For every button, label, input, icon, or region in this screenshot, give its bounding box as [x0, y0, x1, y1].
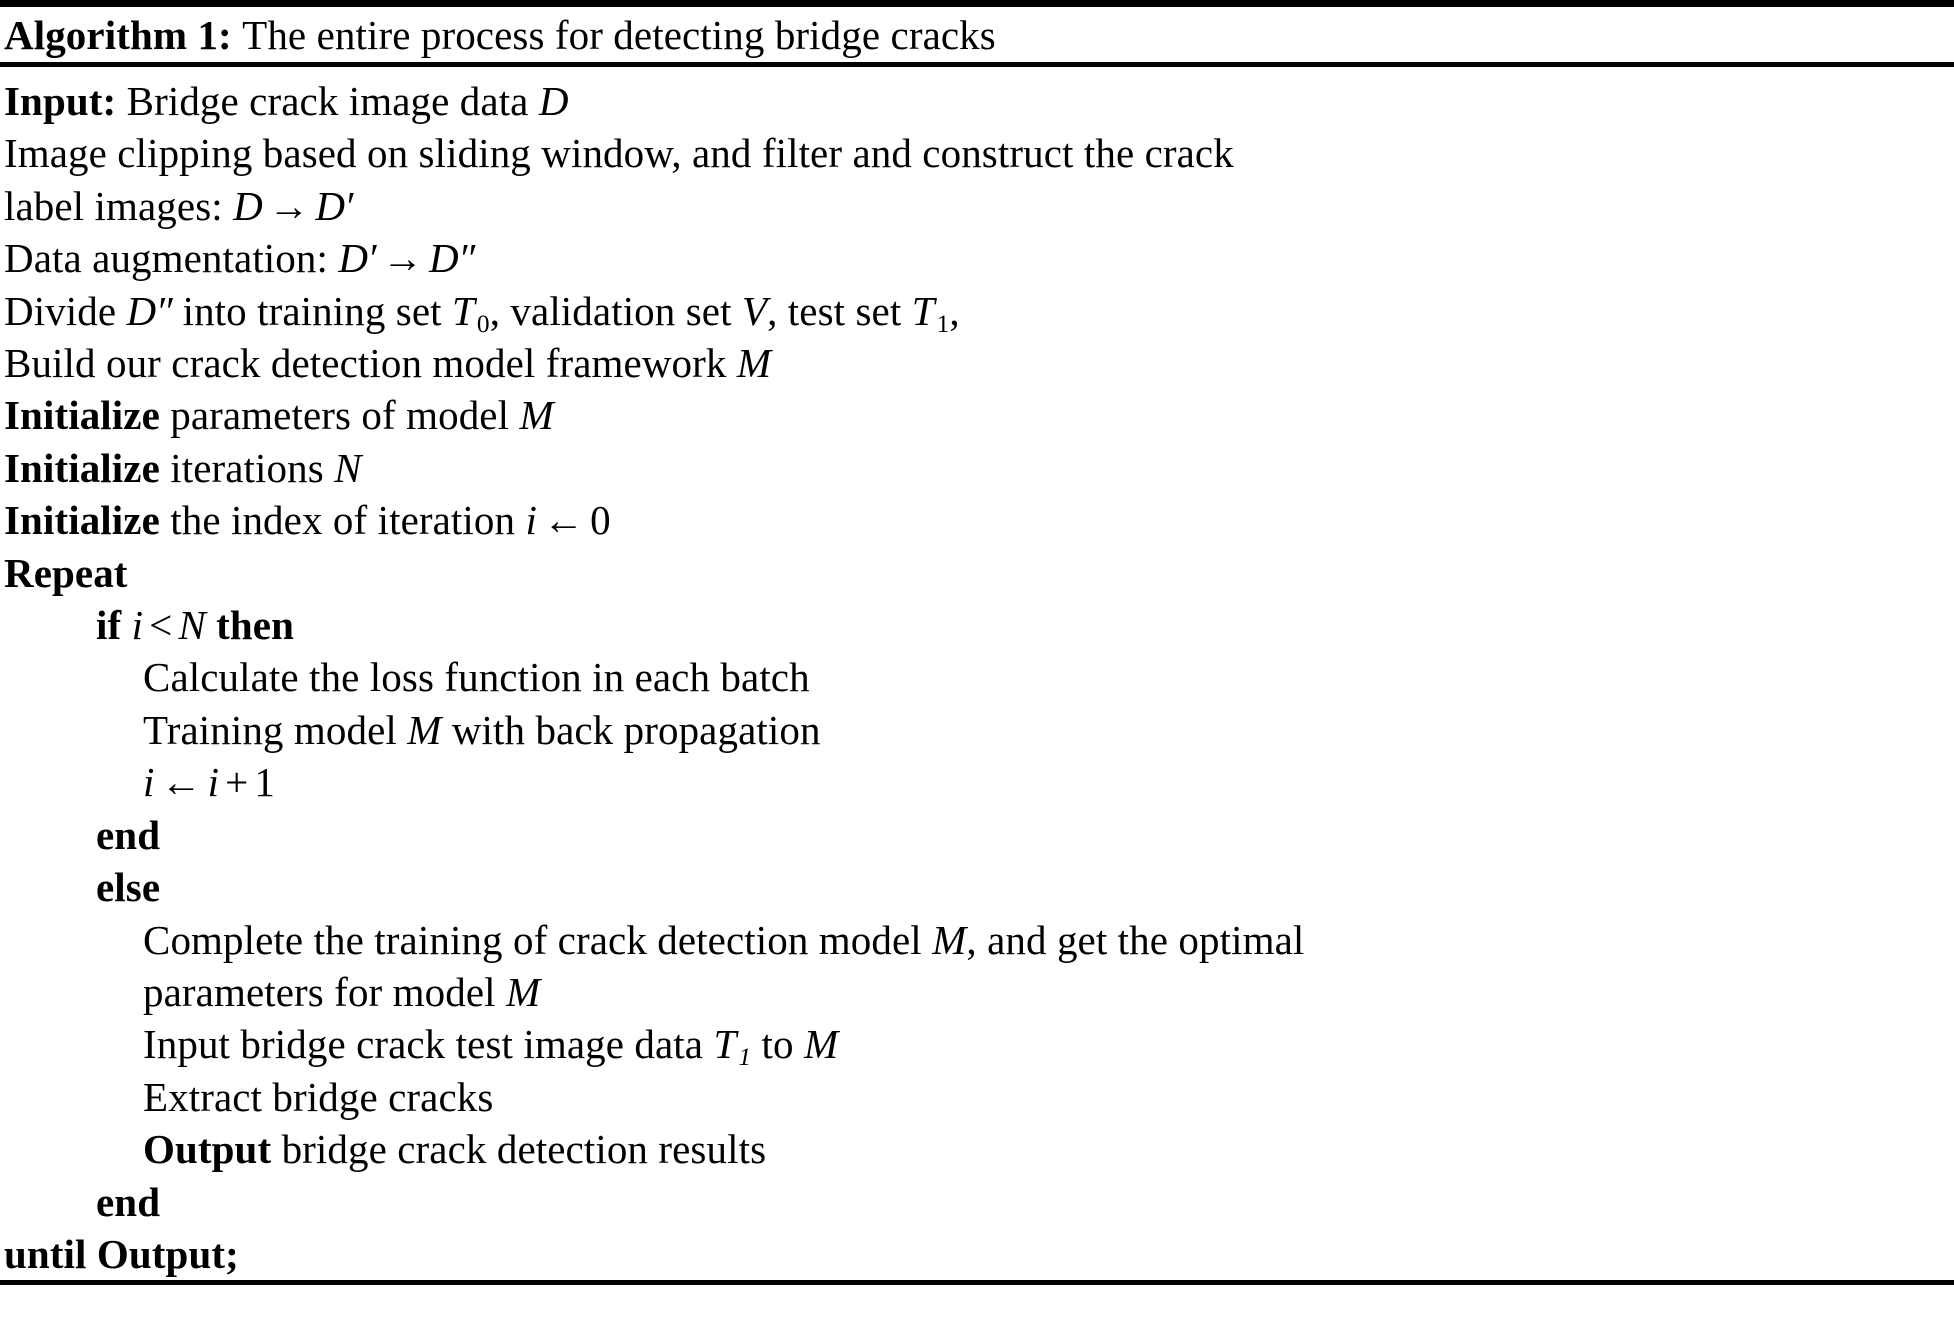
line-divide-datasets — [0, 285, 1954, 337]
algorithm-caption — [0, 7, 1954, 62]
var-D-double-prime: D″ — [429, 235, 475, 282]
line-init-index-text: the index of iteration — [159, 497, 526, 544]
parameters-text: parameters for model — [143, 968, 506, 1015]
line-if-condition — [0, 599, 1954, 651]
training-text-a: Training model — [143, 706, 408, 753]
line-data-augmentation-text: Data augmentation: — [4, 235, 339, 282]
line-init-params-text: parameters of model — [159, 392, 520, 439]
value-zero: 0 — [590, 497, 611, 544]
line-extract-cracks-text: Extract bridge cracks — [143, 1073, 494, 1120]
subscript-train: 0 — [476, 309, 490, 338]
var-N-iterations: N — [334, 444, 362, 491]
top-rule — [0, 0, 1954, 7]
var-T-test: T — [911, 287, 935, 334]
var-M-model: M — [932, 916, 967, 963]
var-D-source: D — [233, 182, 263, 229]
line-input-test-data — [0, 1018, 1954, 1070]
training-text-b: with back propagation — [441, 706, 821, 753]
line-initialize-iterations — [0, 442, 1954, 494]
var-D-double-prime: D″ — [126, 287, 173, 334]
line-complete-training-2 — [0, 966, 1954, 1018]
var-T-test: T — [713, 1021, 737, 1068]
less-than-operator: < — [149, 602, 173, 649]
line-build-text: Build our crack detection model framework — [4, 340, 737, 387]
var-M-model: M — [519, 392, 554, 439]
keyword-if: if — [96, 602, 122, 649]
var-T-train: T — [452, 287, 475, 334]
line-init-iterations-text: iterations — [159, 444, 335, 491]
keyword-repeat: Repeat — [4, 549, 128, 596]
var-i-lhs: i — [143, 759, 155, 806]
complete-text-b: , and get the optimal — [966, 916, 1305, 963]
divide-text-4: , test set — [767, 287, 912, 334]
if-spacer — [121, 602, 131, 648]
var-i-index: i — [525, 497, 537, 544]
assign-arrow-icon: ← — [160, 759, 202, 806]
keyword-then: then — [216, 602, 295, 649]
var-D-prime-source: D′ — [338, 235, 376, 282]
var-N-iterations: N — [178, 602, 206, 649]
line-training-model — [0, 704, 1954, 756]
then-spacer — [206, 602, 216, 648]
line-build-framework — [0, 337, 1954, 389]
line-end-if — [0, 809, 1954, 861]
divide-text-2: into training set — [172, 287, 452, 334]
keyword-end: end — [96, 811, 161, 858]
line-label-images-text: label images: — [4, 182, 234, 229]
line-initialize-index — [0, 494, 1954, 546]
assign-arrow-icon: ← — [542, 497, 585, 544]
line-extract-cracks — [0, 1071, 1954, 1123]
var-i-index: i — [131, 602, 144, 649]
line-calculate-loss-text: Calculate the loss function in each batch — [143, 654, 810, 701]
keyword-initialize: Initialize — [4, 392, 160, 439]
var-M-model: M — [505, 968, 541, 1015]
var-D: D — [538, 78, 569, 124]
line-data-augmentation — [0, 232, 1954, 284]
line-image-clipping-1-text: Image clipping based on sliding window, and filter and construct the crack — [4, 130, 1234, 177]
var-V-validation: V — [741, 287, 768, 334]
line-increment-index — [0, 756, 1954, 808]
line-output-results-text: bridge crack detection results — [271, 1126, 767, 1173]
subscript-test: 1 — [738, 1043, 752, 1072]
divide-text-3: , validation set — [489, 287, 742, 334]
line-image-clipping-2 — [0, 180, 1954, 232]
keyword-else: else — [96, 864, 161, 911]
line-output-results — [0, 1123, 1954, 1175]
keyword-initialize: Initialize — [4, 497, 160, 544]
algorithm-label: Algorithm 1: — [4, 12, 232, 58]
keyword-input: Input: — [4, 78, 117, 124]
line-input-text: Bridge crack image data — [116, 78, 539, 124]
caption-spacer — [232, 12, 242, 58]
line-until — [0, 1228, 1954, 1280]
line-initialize-parameters — [0, 389, 1954, 441]
line-input — [0, 75, 1954, 127]
line-end-else — [0, 1176, 1954, 1228]
var-i-rhs: i — [207, 759, 220, 806]
subscript-test: 1 — [936, 309, 950, 338]
line-repeat — [0, 547, 1954, 599]
input-test-text-1: Input bridge crack test image data — [143, 1021, 714, 1068]
keyword-output: Output — [143, 1126, 272, 1173]
var-M-model: M — [736, 340, 772, 387]
bottom-rule — [0, 1280, 1954, 1285]
value-one: 1 — [254, 759, 275, 806]
algorithm-caption-text: The entire process for detecting bridge cracks — [242, 12, 996, 58]
var-M-model: M — [803, 1021, 839, 1068]
maps-to-arrow-icon: → — [268, 182, 310, 229]
keyword-until-output: until Output; — [4, 1230, 239, 1277]
line-calculate-loss — [0, 651, 1954, 703]
plus-operator: + — [225, 759, 249, 806]
var-M-model: M — [407, 706, 442, 753]
algorithm-body — [0, 67, 1954, 1280]
maps-to-arrow-icon: → — [381, 235, 424, 282]
complete-text-a: Complete the training of crack detection model — [143, 916, 933, 963]
var-D-prime: D′ — [315, 182, 353, 229]
line-else — [0, 861, 1954, 913]
input-test-text-2: to — [751, 1021, 804, 1068]
line-complete-training-1 — [0, 914, 1954, 966]
divide-text-5: , — [949, 287, 960, 334]
keyword-end: end — [96, 1178, 161, 1225]
line-image-clipping-1 — [0, 127, 1954, 179]
keyword-initialize: Initialize — [4, 444, 160, 491]
divide-text-1: Divide — [4, 287, 127, 334]
